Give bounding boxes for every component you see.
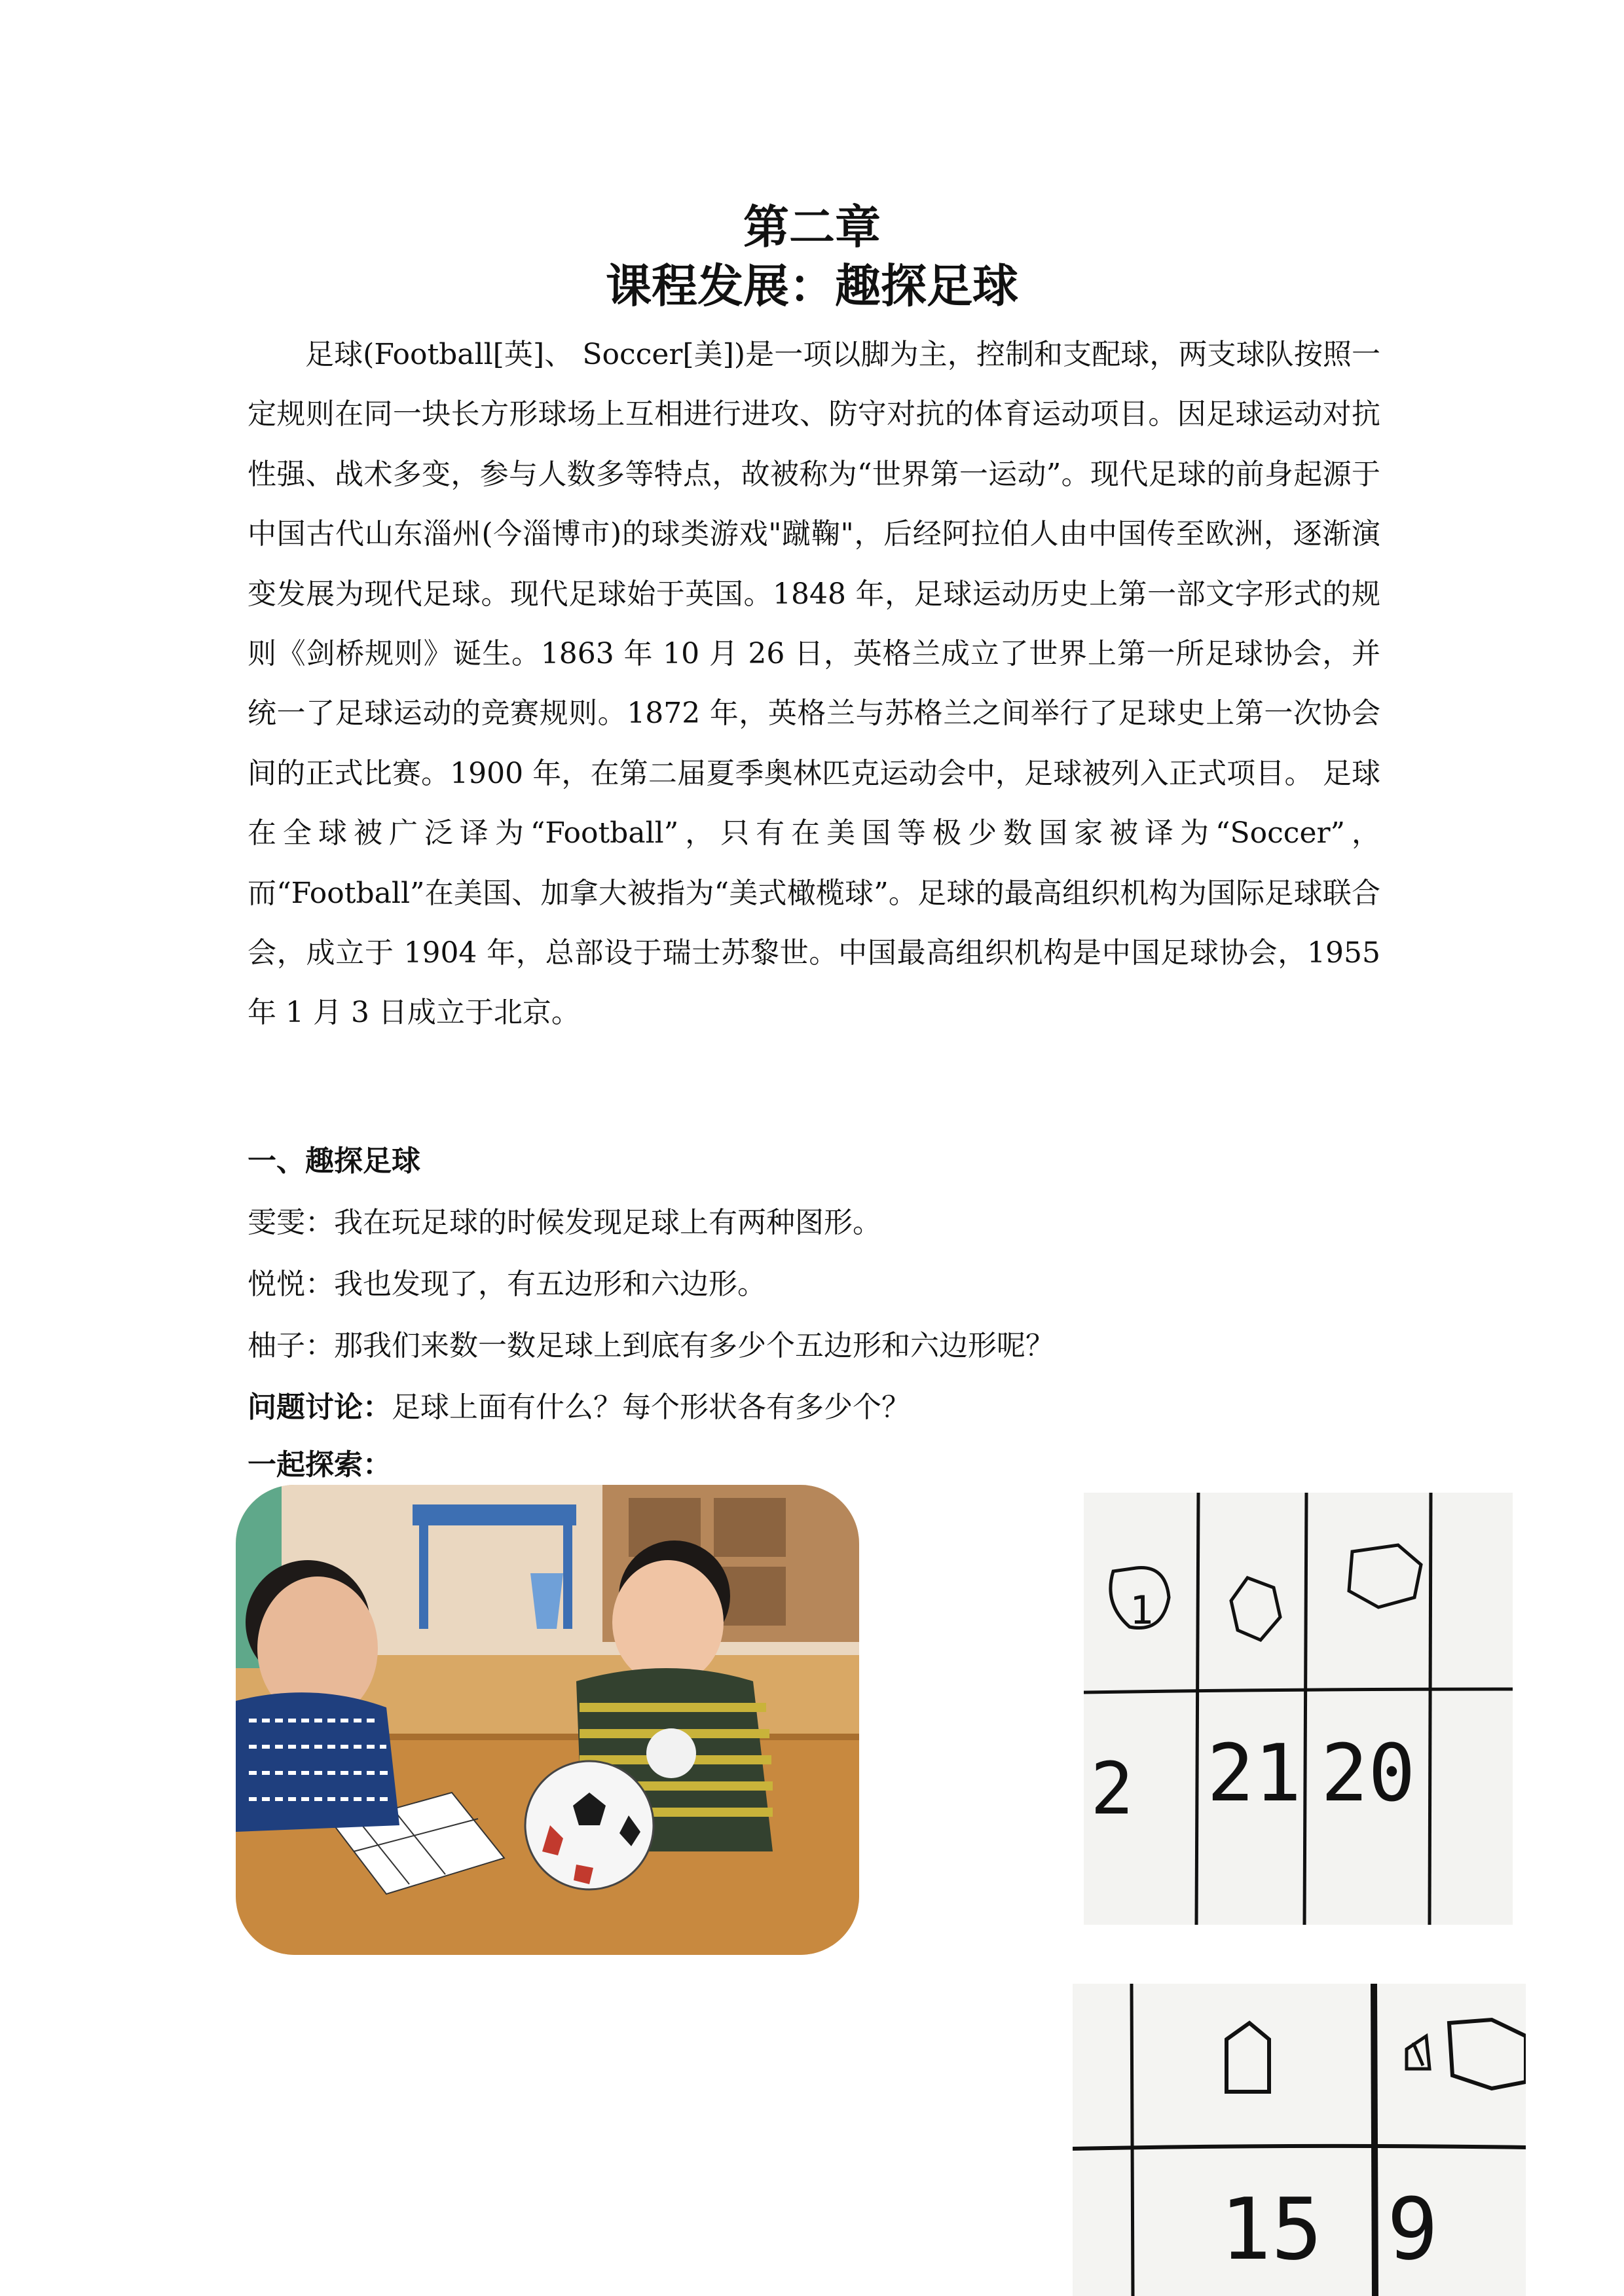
chapter-number: 第二章 — [743, 200, 881, 254]
child-drawing-counting-grid-2 — [1073, 1984, 1526, 2296]
chapter-title: 课程发展：趣探足球 — [606, 259, 1018, 313]
drawing-number: 9 — [1387, 2179, 1439, 2279]
dialogue-text: 我也发现了，有五边形和六边形。 — [334, 1267, 766, 1301]
section-heading: 一、趣探足球 — [248, 1144, 420, 1178]
drawing-grid-illustration — [1073, 1984, 1526, 2296]
drawing-number: 2 — [1090, 1747, 1134, 1831]
discussion-text: 足球上面有什么？每个形状各有多少个？ — [392, 1391, 910, 1424]
dialogue-text: 那我们来数一数足球上到底有多少个五边形和六边形呢？ — [334, 1329, 1054, 1362]
dialogue-line — [248, 1203, 881, 1243]
dialogue-line — [248, 1265, 766, 1304]
photo-illustration — [236, 1485, 859, 1955]
children-soccer-photo — [236, 1485, 859, 1955]
speaker-name: 雯雯： — [248, 1206, 334, 1239]
speaker-name: 柚子： — [248, 1329, 334, 1362]
child-drawing-counting-grid — [1084, 1493, 1513, 1925]
drawing-number: 15 — [1220, 2179, 1323, 2279]
drawing-number: 1 — [1130, 1588, 1154, 1633]
discussion-label: 问题讨论： — [248, 1391, 392, 1424]
dialogue-text: 我在玩足球的时候发现足球上有两种图形。 — [334, 1206, 881, 1239]
speaker-name: 悦悦： — [248, 1267, 334, 1301]
drawing-number: 21 — [1207, 1728, 1302, 1819]
intro-paragraph: 足球(Football[英]、 Soccer[美])是一项以脚为主，控制和支配球，两支球队按照一定规则在同一块长方形球场上互相进行进攻、防守对抗的体育运动项目。因足球运动对抗性强、战术多变，参与人数多等特点，故被称为“世界第一运动”。现代足球的前身起源于中国古代山东淄州(今淄博市)的球类游戏"蹴鞠"，后经阿拉伯人由中国传至欧洲，逐渐演变发展为现代足球。现代足球始于英国。1848 年，足球运动历史上第一部文字形式的规则《剑桥规则》诞生。1863 年 10 月 26 日，英格兰成立了世界上第一所足球协会，并统一了足球运动的竞赛规则。1872 年，英格兰与苏格兰之间举行了足球史上第一次协会间的正式比赛。1900 年，在第二届夏季奥林匹克运动会中，足球被列入正式项目。 足球在全球被广泛译为“Football”，只有在美国等极少数国家被译为“Soccer”，而“Football”在美国、加拿大被指为“美式橄榄球”。足球的最高组织机构为国际足球联合会，成立于 1904 年，总部设于瑞士苏黎世。中国最高组织机构是中国足球协会，1955 年 1 月 3 日成立于北京。 — [248, 338, 1380, 1030]
dialogue-line — [248, 1326, 1054, 1366]
discussion-line — [248, 1388, 910, 1427]
drawing-number: 20 — [1321, 1728, 1416, 1819]
drawing-grid-illustration — [1084, 1493, 1513, 1925]
explore-label: 一起探索： — [248, 1448, 392, 1482]
